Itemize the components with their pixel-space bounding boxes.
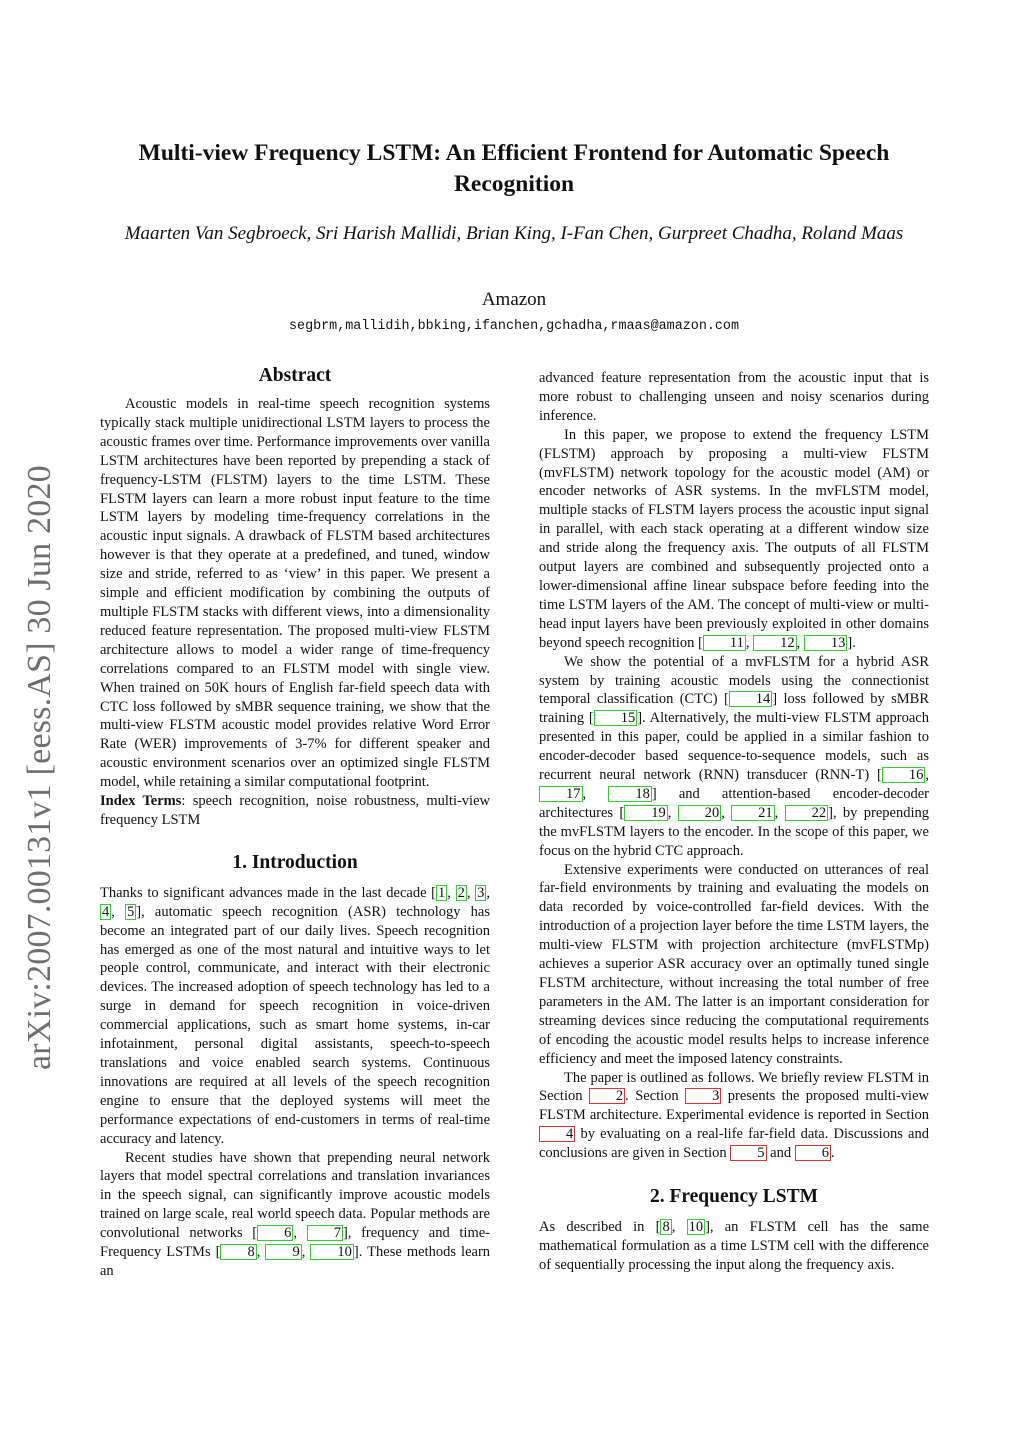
citation-link[interactable]: 11 — [703, 635, 746, 651]
intro-text: ], by prepending the mvFLSTM layers to the encoder. In the scope of this paper, we focus on the hybrid CTC approach. — [539, 804, 930, 859]
intro-text: Thanks to significant advances made in the last decade [ — [100, 884, 437, 901]
citation-link[interactable]: 3 — [477, 884, 485, 901]
intro-text: by evaluating on a real-life far-field data. Discussions and conclusions are given in Section — [539, 1126, 929, 1162]
intro-paragraph-3: advanced feature representation from the acoustic input that is more robust to challenging unseen and noisy scenarios during inference. — [539, 370, 929, 424]
intro-text: ], automatic speech recognition (ASR) technology has become an integrated part of our daily lives. Speech recognition has emerged as one of the most natural and intuitive ways to let people control, communicate, and interact with their electronic devices. The increased adoption of speech technology has led to a surge in demand for speech recognition in voice-driven commercial applications, such as smart home systems, in-car infotainment, personal digital assistants, speech-to-speech translations and voice enabled search systems. Continuous innovations are required at all levels of the speech recognition engine to ensure that the deployed systems will meet the performance expectations of end-customers in terms of real-time accuracy and latency. — [100, 903, 491, 1147]
citation-link[interactable]: 17 — [539, 786, 583, 802]
intro-text: presents the proposed multi-view FLSTM architecture. Experimental evidence is reported in Section — [539, 1088, 929, 1124]
intro-paragraph-2: Recent studies have shown that prepending neural network layers that model spectral correlations and translation invariances in the speech signal, can significantly improve acoustic models trained on large scale, real world speech data. Popular methods are convolutional networks [ 6 , 7 ], frequency and time-Frequency LSTMs [ 8 , 9 , 10 ]. These methods learn an — [100, 1149, 491, 1279]
section-text: ], an FLSTM cell has the same mathematical formulation as a time LSTM cell with the difference of sequentially processing the input along the frequency axis. — [539, 1219, 930, 1273]
citation-link[interactable]: 19 — [624, 805, 668, 821]
citation-link[interactable]: 22 — [785, 805, 829, 821]
citation-link[interactable]: 8 — [662, 1219, 670, 1236]
intro-text: ] and attention-based encoder-decoder architectures [ — [539, 785, 930, 821]
frequency-lstm-paragraph: As described in [ 8 , 10 ], an FLSTM cell has the same mathematical formulation as a time LSTM cell with the difference of sequentially processing the input along the frequency axis. — [539, 1219, 930, 1273]
section-link[interactable]: 3 — [685, 1088, 721, 1104]
citation-link[interactable]: 10 — [688, 1219, 704, 1236]
citation-link[interactable]: 14 — [729, 691, 773, 707]
intro-paragraph-7 — [539, 1069, 929, 1164]
section-text: As described in [ — [539, 1219, 661, 1236]
intro-paragraph-6: Extensive experiments were conducted on utterances of real far-field environments by training and evaluating the models on data recorded by voice-controlled far-field devices. With the introduction of a projection layer before the time LSTM layers, the multi-view FLSTM with projection architecture (mvFLSTMp) achieves a superior ASR accuracy over an optimally tuned single FLSTM architecture, without increasing the total number of free parameters in the AM. The latter is an important consideration for streaming devices since reducing the computational requirements of encoding the acoustic model results helps to increase inference efficiency and meet the imposed latency constraints. — [539, 861, 929, 1067]
author-list: Maarten Van Segbroeck, Sri Harish Mallidi, Brian King, I-Fan Chen, Gurpreet Chadha, Roland Maas — [124, 223, 904, 244]
citation-link[interactable]: 7 — [307, 1225, 343, 1241]
section-link[interactable]: 2 — [589, 1088, 625, 1104]
section-link[interactable]: 5 — [730, 1145, 766, 1161]
section-link[interactable]: 4 — [539, 1126, 575, 1142]
author-emails: segbrm,mallidih,bbking,ifanchen,gchadha,rmaas@amazon.com — [289, 319, 739, 334]
index-terms-label: Index Terms — [100, 793, 182, 810]
intro-paragraph-5: We show the potential of a mvFLSTM for a hybrid ASR system by training acoustic models using the connectionist temporal classification (CTC) [ 14 ] loss followed by sMBR training [ 15 ]. Alternatively, the multi-view FLSTM approach presented in this paper, could be applied in a similar fashion to encoder-decoder based sequence-to-sequence models, such as recurrent neural network (RNN) transducer (RNN-T) [ 16 , 17 , 18 ] and attention-based encoder-decoder architectures [ 19 , 20 , 21 , 22 ], by prepending the mvFLSTM layers to the encoder. In the scope of this paper, we focus on the hybrid CTC approach. — [539, 653, 930, 859]
citation-link[interactable]: 10 — [310, 1244, 354, 1260]
intro-text: . Section — [625, 1088, 686, 1105]
intro-paragraph-1: Thanks to significant advances made in the last decade [ 1 , 2 , 3 , 4 , 5 ], automatic speech recognition (ASR) technology has become an integrated part of our daily lives. Speech recognition has emerged as one of the most natural and intuitive ways to let people control, communicate, and interact with their electronic devices. The increased adoption of speech technology has led to a surge in demand for speech recognition in voice-driven commercial applications, such as smart home systems, in-car infotainment, personal digital assistants, speech-to-speech translations and voice enabled search systems. Continuous innovations are required at all levels of the speech recognition engine to ensure that the deployed systems will meet the performance expectations of end-customers in terms of real-time accuracy and latency. — [100, 884, 491, 1147]
citation-link[interactable]: 4 — [102, 903, 110, 920]
citation-link[interactable]: 13 — [804, 635, 848, 651]
index-terms-text: : speech recognition, noise robustness, multi-view frequency LSTM — [100, 793, 490, 828]
citation-link[interactable]: 21 — [731, 805, 775, 821]
citation-link[interactable]: 2 — [457, 884, 465, 901]
intro-text: and — [766, 1145, 795, 1162]
citation-link[interactable]: 16 — [882, 767, 926, 783]
citation-link[interactable]: 5 — [127, 903, 135, 920]
intro-text: ], frequency and time-Frequency LSTMs [ — [100, 1225, 490, 1261]
citation-link[interactable]: 20 — [678, 805, 722, 821]
intro-text: ]. These methods learn an — [100, 1244, 491, 1279]
index-terms — [100, 792, 490, 830]
paper-title: Multi-view Frequency LSTM: An Efficient Frontend for Automatic Speech Recognition — [138, 140, 890, 197]
right-column — [539, 369, 929, 1275]
affiliation: Amazon — [481, 289, 547, 310]
intro-text: ]. Alternatively, the multi-view FLSTM approach presented in this paper, could be applied in a similar fashion to encoder-decoder based sequence-to-sequence models, such as recurrent neural network (RNN) transducer (RNN-T) [ — [539, 710, 929, 784]
intro-text: ]. — [847, 634, 856, 651]
citation-link[interactable]: 18 — [608, 786, 652, 802]
left-column — [100, 364, 490, 1281]
intro-text: Recent studies have shown that prepending neural network layers that model spectral correlations and translation invariances in the speech signal, can significantly improve acoustic models trained on large scale, real world speech data. Popular methods are convolutional networks [ — [100, 1149, 490, 1242]
citation-link[interactable]: 15 — [594, 710, 638, 726]
intro-text: The paper is outlined as follows. We briefly review FLSTM in Section — [539, 1069, 929, 1105]
citation-link[interactable]: 8 — [220, 1244, 256, 1260]
citation-link[interactable]: 12 — [753, 635, 797, 651]
section-link[interactable]: 6 — [795, 1145, 831, 1161]
intro-text: . — [830, 1145, 835, 1162]
intro-paragraph-4: In this paper, we propose to extend the frequency LSTM (FLSTM) approach by proposing a multi-view FLSTM (mvFLSTM) network topology for the acoustic model (AM) or encoder networks of ASR systems. In the mvFLSTM model, multiple stacks of FLSTM layers process the acoustic input signal in parallel, with each stack operating at a different window size and stride along the frequency axis. The outputs of all FLSTM output layers are combined and subsequently projected onto a lower-dimensional affine linear subspace before feeding into the time LSTM layers of the AM. The concept of multi-view or multi-head input layers have been previously exploited in other domains beyond speech recognition [ 11 , 12 , 13 ]. — [539, 426, 929, 651]
introduction-heading: 1. Introduction — [232, 851, 358, 873]
abstract-heading: Abstract — [258, 365, 332, 386]
intro-text: ] loss followed by sMBR training [ — [539, 691, 929, 727]
intro-text: In this paper, we propose to extend the frequency LSTM (FLSTM) approach by proposing a multi-view FLSTM (mvFLSTM) network topology for the acoustic model (AM) or encoder networks of ASR systems. In the mvFLSTM model, multiple stacks of FLSTM layers process the acoustic input signal in parallel, with each stack operating at a different window size and stride along the frequency axis. The outputs of all FLSTM output layers are combined and subsequently projected onto a lower-dimensional affine linear subspace before feeding into the time LSTM layers of the AM. The concept of multi-view or multi-head input layers have been previously exploited in other domains beyond speech recognition [ — [539, 426, 929, 651]
citation-link[interactable]: 1 — [438, 884, 446, 901]
frequency-lstm-heading: 2. Frequency LSTM — [649, 1186, 819, 1208]
abstract-text: Acoustic models in real-time speech recognition systems typically stack multiple unidirectional LSTM layers to process the acoustic frames over time. Performance improvements over vanilla LSTM architectures have been reported by prepending a stack of frequency-LSTM (FLSTM) layers to the time LSTM. These FLSTM layers can learn a more robust input feature to the time LSTM layers by modeling time-frequency correlations in the acoustic input signals. A drawback of FLSTM based architectures however is that they operate at a predefined, and tuned, window size and stride, referred to as ‘view’ in this paper. We present a simple and efficient modification by combining the outputs of multiple FLSTM stacks with different views, into a dimensionality reduced feature representation. The proposed multi-view FLSTM architecture allows to model a wider range of time-frequency correlations compared to an FLSTM model with single view. When trained on 50K hours of English far-field speech data with CTC loss followed by sMBR sequence training, we show that the multi-view FLSTM acoustic model provides relative Word Error Rate (WER) improvements of 3-7% for different speaker and acoustic environment scenarios over an optimized single FLSTM model, while retaining a similar computational footprint. — [100, 396, 490, 791]
citation-link[interactable]: 6 — [257, 1225, 293, 1241]
arxiv-identifier: arXiv:2007.00131v1 [eess.AS] 30 Jun 2020 — [21, 465, 58, 1070]
citation-link[interactable]: 9 — [265, 1244, 301, 1260]
intro-text: We show the potential of a mvFLSTM for a hybrid ASR system by training acoustic models using the connectionist temporal classification (CTC) [ — [539, 653, 929, 708]
